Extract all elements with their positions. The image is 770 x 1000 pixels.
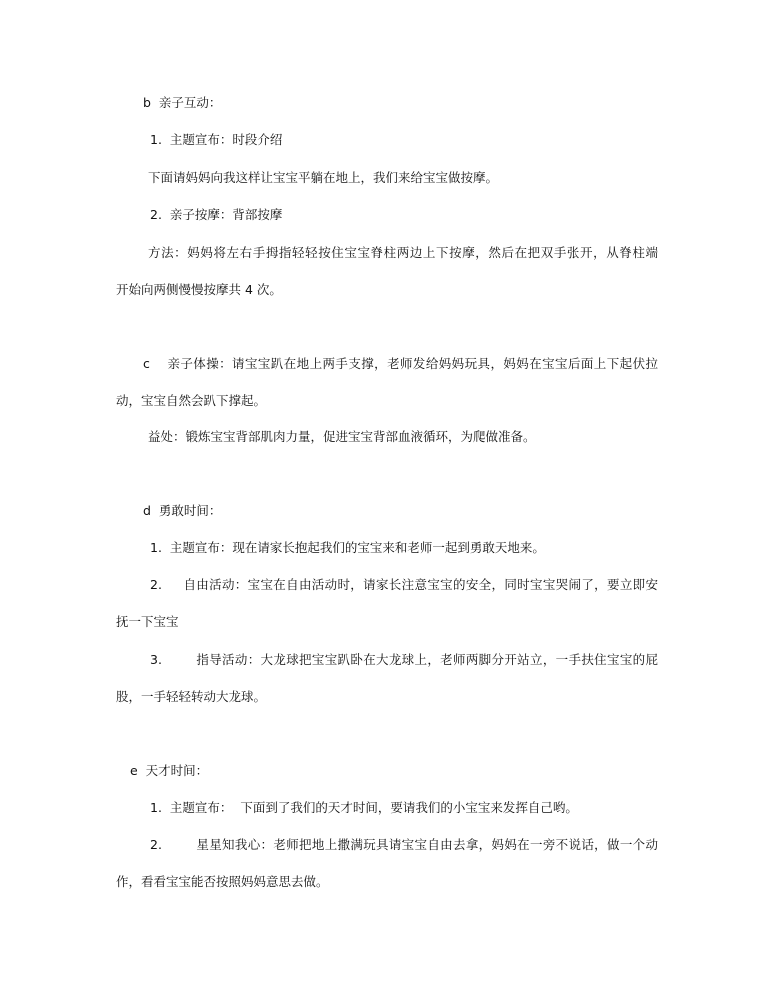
section-d-item-3-line-1: 3. 指导活动：大龙球把宝宝趴卧在大龙球上，老师两脚分开站立，一手扶住宝宝的屁 [150,652,658,667]
section-d-item-2-line-1: 2. 自由活动：宝宝在自由活动时，请家长注意宝宝的安全，同时宝宝哭闹了，要立即安 [150,577,658,592]
section-d-item-2-paragraph [116,566,658,640]
section-e-item-2-line-2: 作，看看宝宝能否按照妈妈意思去做。 [116,874,329,889]
section-d-heading: d 勇敢时间： [143,503,222,518]
section-b-method-paragraph [116,234,658,308]
section-b-item-2: 2. 亲子按摩：背部按摩 [150,207,283,222]
section-d-item-3-line-2: 股，一手轻轻转动大龙球。 [116,689,267,704]
section-c-line-1: c 亲子体操：请宝宝趴在地上两手支撑，老师发给妈妈玩具，妈妈在宝宝后面上下起伏拉 [143,356,658,371]
section-b-item-1-text: 下面请妈妈向我这样让宝宝平躺在地上，我们来给宝宝做按摩。 [148,170,499,185]
section-b-method-line-2: 开始向两侧慢慢按摩共 4 次。 [116,282,282,297]
section-b-method-line-1: 方法：妈妈将左右手拇指轻轻按住宝宝脊柱两边上下按摩，然后在把双手张开，从脊柱端 [148,245,658,260]
section-d-item-1: 1. 主题宣布：现在请家长抱起我们的宝宝来和老师一起到勇敢天地来。 [150,540,545,555]
section-e-item-1: 1. 主题宣布： 下面到了我们的天才时间，要请我们的小宝宝来发挥自己哟。 [150,800,578,815]
section-d-item-3-paragraph [116,641,658,715]
section-e-item-2-paragraph [116,826,658,900]
section-b-heading: b 亲子互动： [143,95,222,110]
section-c-paragraph [116,345,658,419]
section-b-item-1: 1. 主题宣布：时段介绍 [150,132,283,147]
section-c-benefit: 益处：锻炼宝宝背部肌肉力量，促进宝宝背部血液循环，为爬做准备。 [148,429,536,444]
section-e-item-2-line-1: 2. 星星知我心：老师把地上撒满玩具请宝宝自由去拿，妈妈在一旁不说话，做一个动 [150,837,658,852]
section-d-item-2-line-2: 抚一下宝宝 [116,614,179,629]
section-c-line-2: 动，宝宝自然会趴下撑起。 [116,393,267,408]
section-e-heading: e 天才时间： [130,763,209,778]
